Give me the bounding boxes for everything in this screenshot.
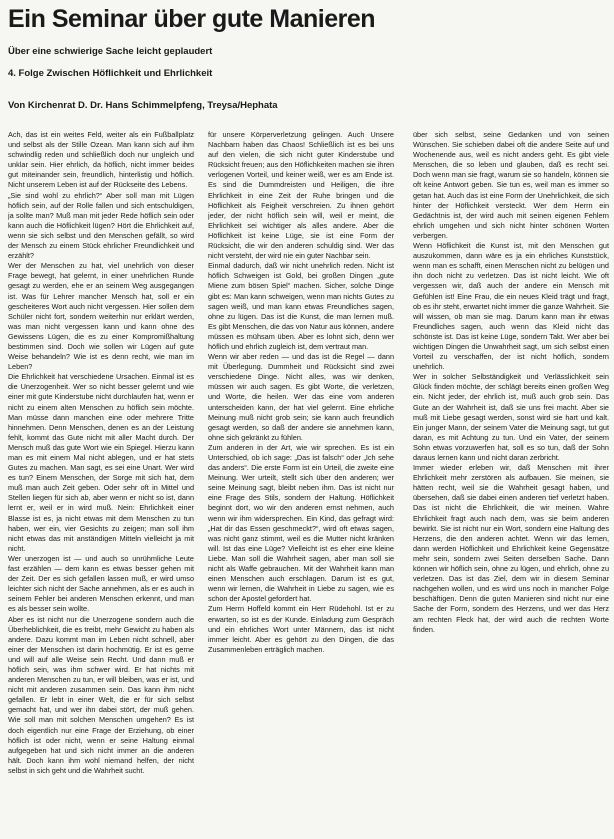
text-column-1	[8, 130, 194, 830]
paragraph: Zum Herrn Hoffeld kommt ein Herr Rüdehohl. Ist er zu erwarten, so ist es der Kunde. Einladung zum Gespräch und ein ehrliches Wort unter Männern, das ist nicht immer leicht. Aber es gehört zu den Dingen, die das Zusammenleben erträglich machen.	[208, 604, 394, 654]
paragraph: Ach, das ist ein weites Feld, weiter als ein Fußballplatz und selbst als der Stille Ozean. Man kann sich auf ihm schwindlig reden und schließlich doch nur ungleich und unklar sein. Hier ehrlich, da höflich, nicht immer beides gut miteinander sein, freundlich, hinterlistig und höflich. Nicht unserem Leben ist auf der Rückseite des Lebens.	[8, 130, 194, 190]
paragraph: Die Ehrlichkeit hat verschiedene Ursachen. Einmal ist es die Unerzogenheit. Wer so nicht besser gelernt und wie einer mit gute Kinderstube nicht durchlaufen hat, wenn er nicht zu einem alten Menschen zu höflich sein möchte. Man müsse dann manchen eine oder mehrere Tritte hinnehmen. Denn Menschen, denen es an der Leistung fehlt, kommt das Gute nicht mit aller Macht durch. Der Mensch muß das gute Wort wie ein Spiegel. Hierzu kann man es mit einem Mal nicht ablegen, und er hat stets Gutes zu machen. Man sagt, es sei eine Unart. Wer wird es tun? Einem Menschen, der Sorge mit sich hat, dem muß man auch Zeit geben. Oder sehr oft in Mittel und Stellen liegen für sich ab, aber wenn er nicht so ist, dann lernt er, weil er in wird muß. Nein: Ehrlichkeit einer Blasse ist es, ja nicht etwas mit dem Menschen zu tun haben, wer ein, vier Gesichts zu zeigen; man soll ihm nicht etwas das mit anständigen Mitteln vielleicht ja mit nicht.	[8, 372, 194, 553]
paragraph: Einmal dadurch, daß wir nicht unehrlich reden. Nicht ist höflich Schweigen ist Gold, bei großen Dingen „gute Miene zum bösen Spiel“ machen. Sicher, solche Dinge gibt es: Man kann schweigen, wenn man nichts Gutes zu sagen weiß, und man kann etwas Freundliches sagen, ohne zu lügen. Das ist die Kunst, die man lernen muß. Es gibt Menschen, die das von Natur aus können, andere müssen es mühsam üben. Aber es lohnt sich, denn wer höflich und ehrlich zugleich ist, dem vertraut man.	[208, 261, 394, 351]
text-column-3	[413, 130, 609, 830]
article-subtitle: Über eine schwierige Sache leicht geplaudert	[8, 46, 213, 57]
paragraph: Immer wieder erleben wir, daß Menschen mit ihrer Ehrlichkeit mehr zerstören als aufbauen. Sie meinen, sie hätten recht, weil sie die Wahrheit gesagt haben, und übersehen, daß sie dabei einen anderen tief verletzt haben. Das ist nicht die Ehrlichkeit, die wir meinen. Wahre Ehrlichkeit fragt auch nach dem, was sie beim anderen bewirkt. Sie ist nicht nur ein Wort, sondern eine Haltung des Herzens, die den anderen achtet. Wenn wir das lernen, dann werden Höflichkeit und Ehrlichkeit keine Gegensätze mehr sein, sondern zwei Seiten derselben Sache. Dann können wir höflich sein, ohne zu lügen, und ehrlich, ohne zu verletzen. Das ist das Ziel, dem wir in diesem Seminar nachgehen wollen, und es wird uns noch in mancher Folge beschäftigen. Denn die guten Manieren sind nicht nur eine Sache der Form, sondern des Herzens, und wer das Herz am rechten Fleck hat, der wird auch die rechten Worte finden.	[413, 463, 609, 634]
paragraph: Wer in solcher Selbständigkeit und Verlässlichkeit sein Glück finden möchte, der schlägt bereits einen großen Weg ein. Nicht jeder, der ehrlich ist, muß auch grob sein. Das Gute an der Wahrheit ist, daß sie uns frei macht. Aber sie muß mit Liebe gesagt werden, sonst wird sie hart und kalt. Ein junger Mann, der seinem Vater die Meinung sagt, tut gut daran, es mit Achtung zu tun. Und ein Vater, der seinem Sohn etwas vorzuwerfen hat, soll es so tun, daß der Sohn daraus lernen kann und nicht daran zerbricht.	[413, 372, 609, 462]
paragraph: Wer unerzogen ist — und auch so unrühmliche Leute fast erzählen — dem kann es etwas besser gehen mit der Zeit. Der es sich gefallen lassen muß, er wird umso leichter sich nicht der Sache annehmen, als er es auch in seinem Fehler bei anderen Menschen erkennt, und man es als besser sein wollte.	[8, 553, 194, 614]
paragraph: Wenn wir aber reden — und das ist die Regel — dann mit Überlegung. Dummheit und Rücksicht sind zwei verschiedene Dinge. Nicht alles, was wir denken, müssen wir auch sagen. Es gibt Worte, die verletzen, und Worte, die heilen. Wer das eine vom anderen unterscheiden kann, der hat viel gelernt. Eine ehrliche Meinung muß nicht grob sein; sie kann auch freundlich gesagt werden, so daß der andere sie annehmen kann, ohne sich gekränkt zu fühlen.	[208, 352, 394, 442]
paragraph: „Sie sind wohl zu ehrlich?“ Aber soll man mit Lügen höflich sein, auf der Rolle fallen und sich entschuldigen, ja sollte man? Muß man mit jeder Rede höflich sein oder kann auch die Höflichkeit lügen? Hört die Ehrlichkeit auf, wenn sie sich selbst und den Menschen gefällt, so wird der Mensch zu einem Stück ehrlicher Freundlichkeit und erzählt?	[8, 190, 194, 261]
paragraph: für unsere Körperverletzung gelingen. Auch Unsere Nachbarn haben das Chaos! Schließlich ist es bei uns auf den vielen, die sich nicht guter Kinderstube und Rücksicht freuen; aus den Höflichkeiten machen sie ihren verlogenen Vorteil, und keiner weiß, wer es am Ende ist. Es sind die Dummdreisten und Heiligen, die ihre Ehrlichkeit in eine Zeit der Ruhe bringen und die Höflichkeit als Feigheit verschreien. Zu ihnen gehört jeder, der nicht höflich sein will, weil er meint, die Ehrlichkeit sei wichtiger als alles andere. Aber die Höflichkeit ist keine Lüge, sie ist eine Form der Rücksicht, die wir den anderen schuldig sind. Wer das nicht versteht, der wird nie ein guter Nachbar sein.	[208, 130, 394, 261]
text-column-2	[208, 130, 394, 830]
paragraph: Aber es ist nicht nur die Unerzogene sondern auch die Überheblichkeit, die es treibt, mehr Gewicht zu haben als andere. Dazu kommt man im Leben nicht schnell, aber einer der Menschen ist darin hochmütig. Er ist es gerne und will auf alle Weise sein Recht. Und dann muß er höflich sein, was ihm schwer wird. Er hat nichts mit anderen Menschen zu tun, er will bleiben, was er ist, und nicht mit anderen zusammen sein. Das kann ihm nicht gefallen. Er lebt in einer Welt, die er für sich selbst gemacht hat, und wer ihn dabei stört, der muß gehen. Wie soll man mit solchen Menschen umgehen? Es ist doch eigentlich nur eine Frage der Erziehung, ob einer höflich ist oder nicht, wenn er seine Haltung einmal aufgegeben hat und sich nicht immer an die anderen hält. Doch kann ihm wohl niemand helfen, der nicht selbst in sich geht und die Wahrheit sucht.	[8, 614, 194, 775]
article-title: Ein Seminar über gute Manieren	[8, 5, 376, 33]
paragraph: Zum anderen in der Art, wie wir sprechen. Es ist ein Unterschied, ob ich sage: „Das ist falsch“ oder „Ich sehe das anders“. Die erste Form ist ein Urteil, die zweite eine Meinung. Wer urteilt, stellt sich über den anderen; wer seine Meinung sagt, bleibt neben ihm. Das ist nicht nur eine Frage des Stils, sondern der Haltung. Höflichkeit beginnt dort, wo wir den anderen ernst nehmen, auch wenn wir ihm widersprechen. Ein Kind, das gefragt wird: „Hat dir das Essen geschmeckt?“, wird oft etwas sagen, was nicht ganz stimmt, weil es die Mutter nicht kränken will. Ist das eine Lüge? Vielleicht ist es eher eine kleine Liebe. Man soll die Wahrheit sagen, aber man soll sie nicht als Waffe gebrauchen. Mit der Wahrheit kann man einen Menschen auch erschlagen. Darum ist es gut, wenn wir lernen, die Wahrheit in Liebe zu sagen, wie es schon der Apostel gefordert hat.	[208, 442, 394, 604]
paragraph: über sich selbst, seine Gedanken und von seinen Wünschen. Sie schieben dabei oft die andere Seite auf und Wochenende aus, weil es nicht anders geht. Es gibt viele Menschen, die so leben und glauben, daß es recht sei. Doch wenn man sie fragt, warum sie so handeln, können sie oft keine Antwort geben. Sie tun es, weil man es immer so getan hat. Auch das ist eine Form der Unehrlichkeit, die sich hinter der Höflichkeit versteckt. Wer dem Herrn ein Gedächtnis ist, der wird auch mit seinen eigenen Fehlern ehrlich umgehen und sich nicht hinter schönen Worten verbergen.	[413, 130, 609, 240]
paragraph: Wenn Höflichkeit die Kunst ist, mit den Menschen gut auszukommen, dann wäre es ja ein ehrliches Kunststück, wenn man es schafft, einen Menschen nicht zu belügen und ihn doch nicht zu verletzen. Das ist nicht leicht. Wie oft vergessen wir, daß auch der andere ein Mensch mit Gefühlen ist! Eine Frau, die ein neues Kleid trägt und fragt, ob es ihr steht, erwartet nicht immer die ganze Wahrheit. Sie will wissen, ob man sie mag. Darum kann man ihr etwas Freundliches sagen, auch wenn das Kleid nicht das schönste ist. Das ist keine Lüge, sondern Takt. Wer aber bei wichtigen Dingen die Unwahrheit sagt, um sich selbst einen Vorteil zu verschaffen, der ist nicht höflich, sondern unehrlich.	[413, 241, 609, 372]
paragraph: Wer der Menschen zu hat, viel unehrlich von dieser Frage bewegt, hat gelernt, in einer unehrlichen Runde gesagt zu werden, ehe er an seinem Weg ausgegangen ist. Was für Lehrer mancher Mensch hat, soll er ein gescheiteres Wort auch nicht vergessen. Hier sollen dem Schüler nicht fort, sondern weiterhin nur erklärt werden, was man nicht vergessen kann und kann ohne des Gewissens Lügen, die es zu einer Kompromißhaltung bestimmen sind. Doch wie sollen wir Lügen auf gute Weise behandeln? Wie ist es denn recht, wie man im Leben?	[8, 261, 194, 372]
article-series-heading: 4. Folge Zwischen Höflichkeit und Ehrlichkeit	[8, 68, 213, 79]
article-author: Von Kirchenrat D. Dr. Hans Schimmelpfeng, Treysa/Hephata	[8, 100, 278, 111]
